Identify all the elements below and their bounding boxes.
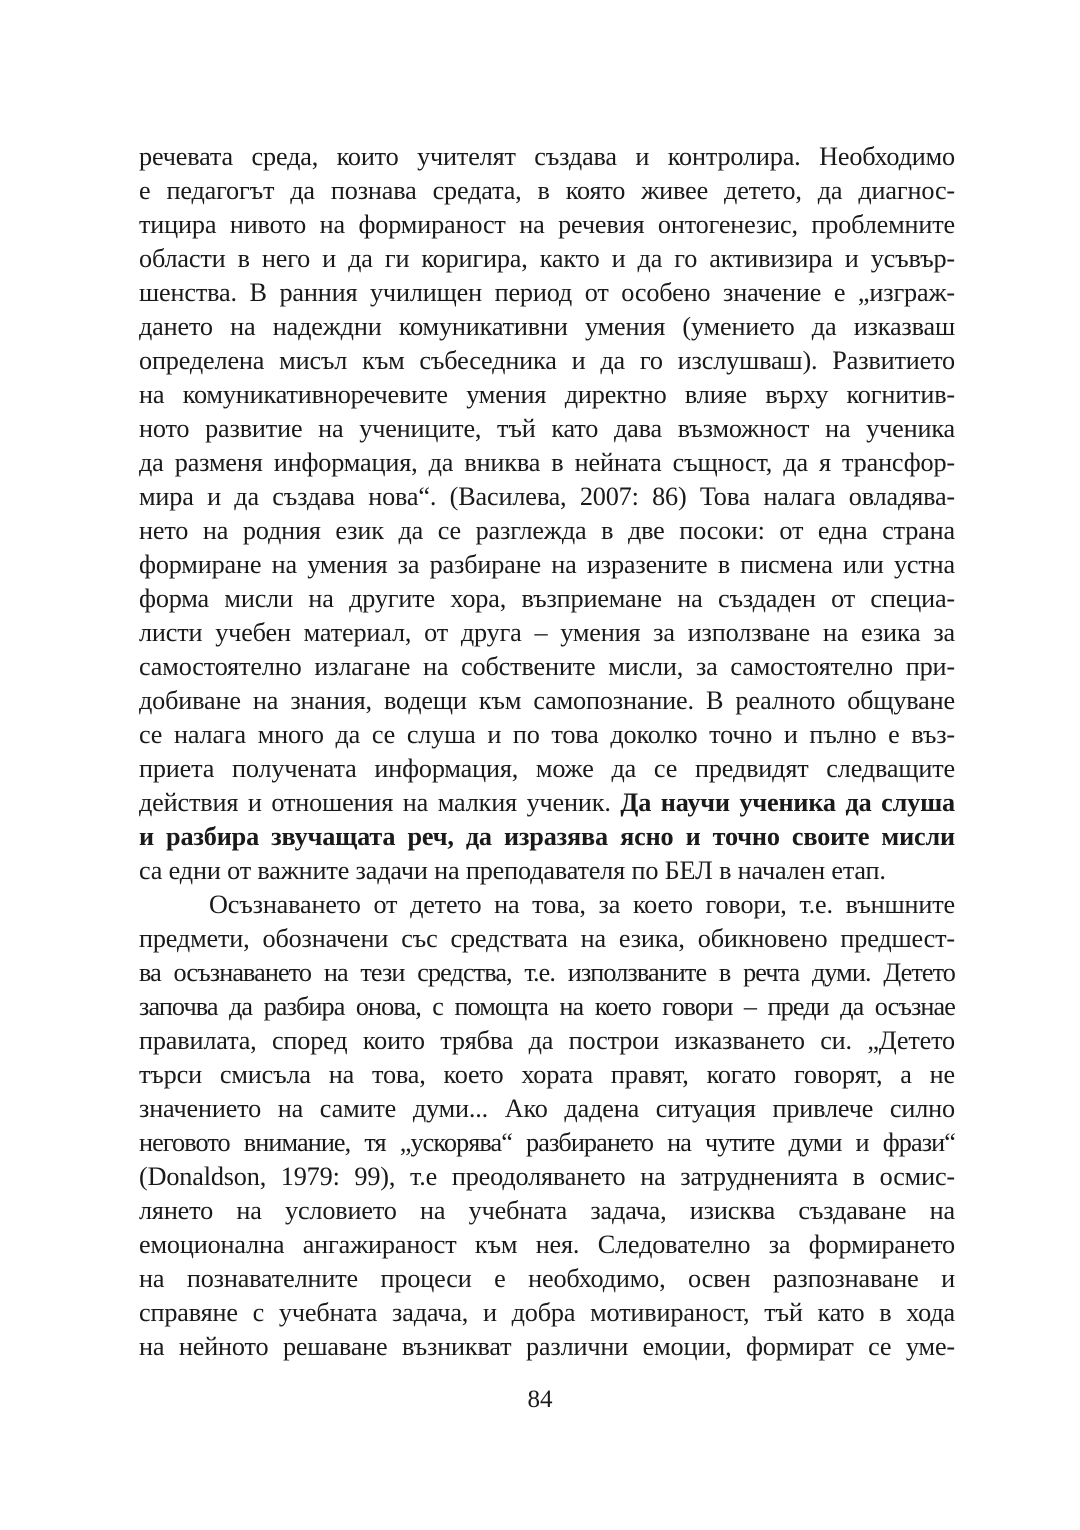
paragraph-2 (139, 888, 955, 1364)
text-line: нето на родния език да се разглежда в две посоки: от една страна (139, 516, 955, 545)
text-line: области в него и да ги коригира, както и да го активизира и усъвър- (139, 244, 955, 273)
text-line: ното развитие на учениците, тъй като дава възможност на ученика (139, 414, 955, 443)
text-line: неговото внимание, тя „ускорява“ разбирането на чутите думи и фрази“ (139, 1128, 955, 1157)
body-text (139, 140, 955, 1364)
text-line: се налага много да се слуша и по това доколко точно и пълно е въз- (139, 720, 955, 749)
text-line: търси смисъла на това, което хората правят, когато говорят, а не (139, 1060, 955, 1089)
page-number: 84 (527, 1386, 553, 1413)
text-fragment: действия и отношения на малкия ученик. (139, 788, 621, 817)
text-line: тицира нивото на формираност на речевия онтогенезис, проблемните (139, 210, 955, 239)
text-line: (Donaldson, 1979: 99), т.е преодоляването на затрудненията в осмис- (139, 1162, 955, 1191)
text-line: емоционална ангажираност към нея. Следователно за формирането (139, 1230, 955, 1259)
paragraph-1 (139, 140, 955, 888)
text-line: на комуникативноречевите умения директно влияе върху когнитив- (139, 380, 955, 409)
text-line: самостоятелно излагане на собствените мисли, за самостоятелно при- (139, 652, 955, 681)
text-line: мира и да създава нова“. (Василева, 2007: 86) Това налага овладява- (139, 482, 955, 511)
text-line: добиване на знания, водещи към самопознание. В реалното общуване (139, 686, 955, 715)
text-line: да разменя информация, да вниква в нейната същност, да я трансфор- (139, 448, 955, 477)
text-line: речевата среда, които учителят създава и контролира. Необходимо (139, 142, 955, 171)
text-line: ва осъзнаването на тези средства, т.е. използваните в речта думи. Детето (139, 958, 955, 987)
emphasis-text: Да научи ученика да слуша (620, 788, 955, 817)
text-line: формиране на умения за разбиране на изразените в писмена или устна (139, 550, 955, 579)
text-line: лянето на условието на учебната задача, изисква създаване на (139, 1196, 955, 1225)
emphasis-line: и разбира звучащата реч, да изразява ясно и точно своите мисли (139, 822, 955, 851)
text-line: справяне с учебната задача, и добра мотивираност, тъй като в хода (139, 1298, 955, 1327)
text-line: е педагогът да познава средата, в която живее детето, да диагнос- (139, 176, 955, 205)
text-line: предмети, обозначени със средствата на езика, обикновено предшест- (139, 924, 955, 953)
text-line: приета получената информация, може да се предвидят следващите (139, 754, 955, 783)
text-line-mixed (139, 786, 955, 820)
text-line: значението на самите думи... Ако дадена ситуация привлече силно (139, 1094, 955, 1123)
text-line: листи учебен материал, от друга – умения за използване на езика за (139, 618, 955, 647)
text-line: започва да разбира онова, с помощта на което говори – преди да осъзнае (139, 992, 955, 1021)
text-line: определена мисъл към събеседника и да го изслушваш). Развитието (139, 346, 955, 375)
text-line: форма мисли на другите хора, възприемане на създаден от специа- (139, 584, 955, 613)
text-line: са едни от важните задачи на преподавателя по БЕЛ в начален етап. (139, 856, 886, 885)
text-line: на познавателните процеси е необходимо, освен разпознаване и (139, 1264, 955, 1293)
text-line: на нейното решаване възникват различни емоции, формират се уме- (139, 1332, 955, 1361)
text-line: правилата, според които трябва да построи изказването си. „Детето (139, 1026, 955, 1055)
text-line: Осъзнаването от детето на това, за което говори, т.е. външните (209, 890, 955, 919)
text-line: шенства. В ранния училищен период от особено значение е „изграж- (139, 278, 955, 307)
text-line: дането на надеждни комуникативни умения (умението да изказваш (139, 312, 955, 341)
